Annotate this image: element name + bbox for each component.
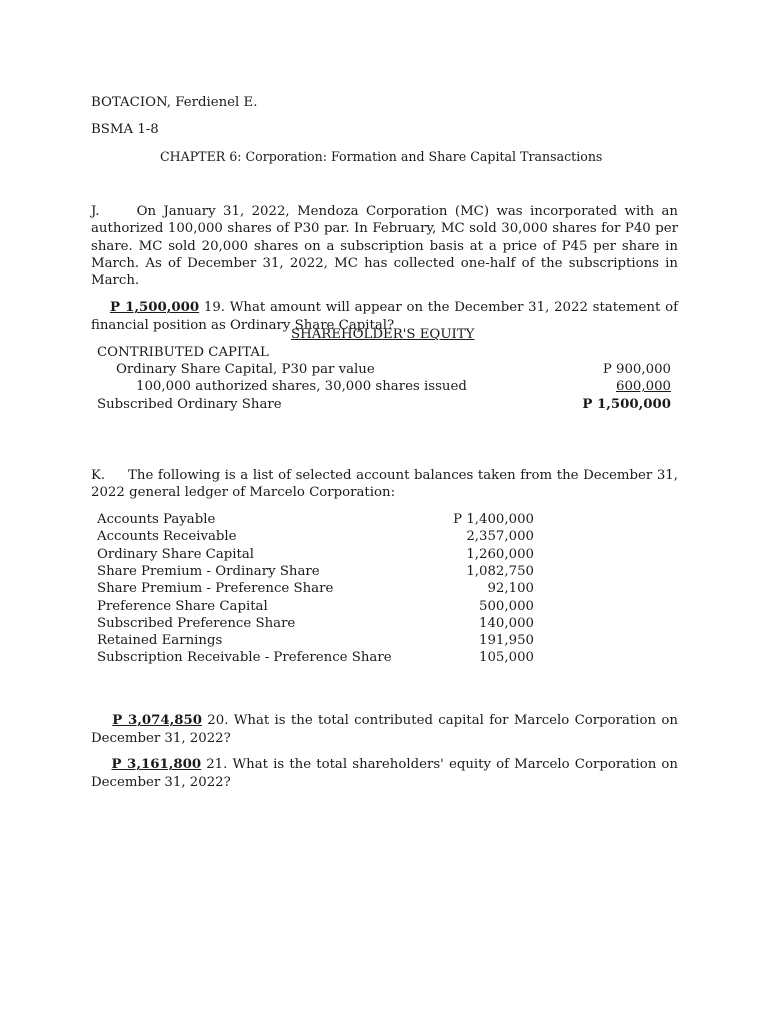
student-name: BOTACION, Ferdienel E.: [91, 95, 258, 110]
question-21: [91, 739, 683, 808]
table-row: [97, 649, 537, 666]
account-name: Ordinary Share Capital: [97, 546, 255, 562]
q19-text: 19. What amount will appear on the December 31, 2022 statement of financial position as Ordinary Share Capital?: [91, 300, 683, 333]
account-amount: 2,357,000: [466, 529, 534, 545]
account-amount: 105,000: [479, 650, 534, 666]
equity-row-value: 600,000: [616, 379, 671, 394]
chapter-title: CHAPTER 6: Corporation: Formation and Share Capital Transactions: [160, 149, 603, 164]
equity-row-value: P 900,000: [602, 362, 671, 377]
problem-j-text: J. On January 31, 2022, Mendoza Corporation (MC) was incorporated with an authorized 100,000 shares of P30 par. In February, MC sold 30,000 shares for P40 per share. MC sold 20,000 shares on a subscription basis at a price of P45 per share in March. As of December 31, 2022, MC has collected one-half of the subscriptions in March.: [91, 204, 683, 289]
table-row: [97, 563, 537, 580]
account-name: Accounts Payable: [97, 512, 216, 527]
account-amount: P 1,400,000: [453, 512, 534, 527]
q20-answer: P 3,074,850: [112, 713, 202, 729]
q19-answer: P 1,500,000: [109, 300, 200, 316]
equity-row-label: Ordinary Share Capital, P30 par value: [116, 362, 375, 377]
table-row: [97, 598, 537, 615]
equity-row-label: Subscribed Ordinary Share: [97, 397, 282, 412]
account-name: Subscribed Preference Share: [97, 615, 296, 631]
q21-text: 21. What is the total shareholders' equity of Marcelo Corporation on December 31, 2022?: [91, 757, 683, 790]
table-row: [97, 546, 537, 563]
account-amount: 92,100: [487, 581, 534, 597]
table-row: [97, 528, 537, 545]
account-name: Subscription Receivable - Preference Share: [97, 650, 392, 666]
equity-title: SHAREHOLDER'S EQUITY: [291, 327, 475, 342]
account-amount: 191,950: [479, 633, 534, 649]
account-amount: 1,260,000: [466, 546, 534, 562]
table-row: [97, 632, 537, 649]
account-amount: 500,000: [479, 598, 534, 614]
account-name: Share Premium - Ordinary Share: [97, 563, 320, 579]
equity-row-label: 100,000 authorized shares, 30,000 shares issued: [136, 379, 467, 394]
q20-text: 20. What is the total contributed capital for Marcelo Corporation on December 31, 2022?: [91, 713, 683, 746]
account-name: Accounts Receivable: [97, 529, 237, 545]
contributed-capital-heading: CONTRIBUTED CAPITAL: [97, 345, 269, 360]
account-amount: 140,000: [479, 615, 534, 631]
account-name: Preference Share Capital: [97, 598, 268, 614]
account-name: Share Premium - Preference Share: [97, 581, 334, 597]
table-row: [97, 511, 537, 528]
account-name: Retained Earnings: [97, 633, 223, 649]
account-amount: 1,082,750: [466, 563, 534, 579]
problem-k-text: K. The following is a list of selected account balances taken from the December 31, 2022 general ledger of Marcelo Corporation:: [91, 468, 683, 501]
equity-total-value: P 1,500,000: [582, 397, 671, 412]
student-section: BSMA 1-8: [91, 122, 159, 137]
table-row: [97, 580, 537, 597]
table-row: [97, 615, 537, 632]
q21-answer: P 3,161,800: [111, 757, 202, 773]
